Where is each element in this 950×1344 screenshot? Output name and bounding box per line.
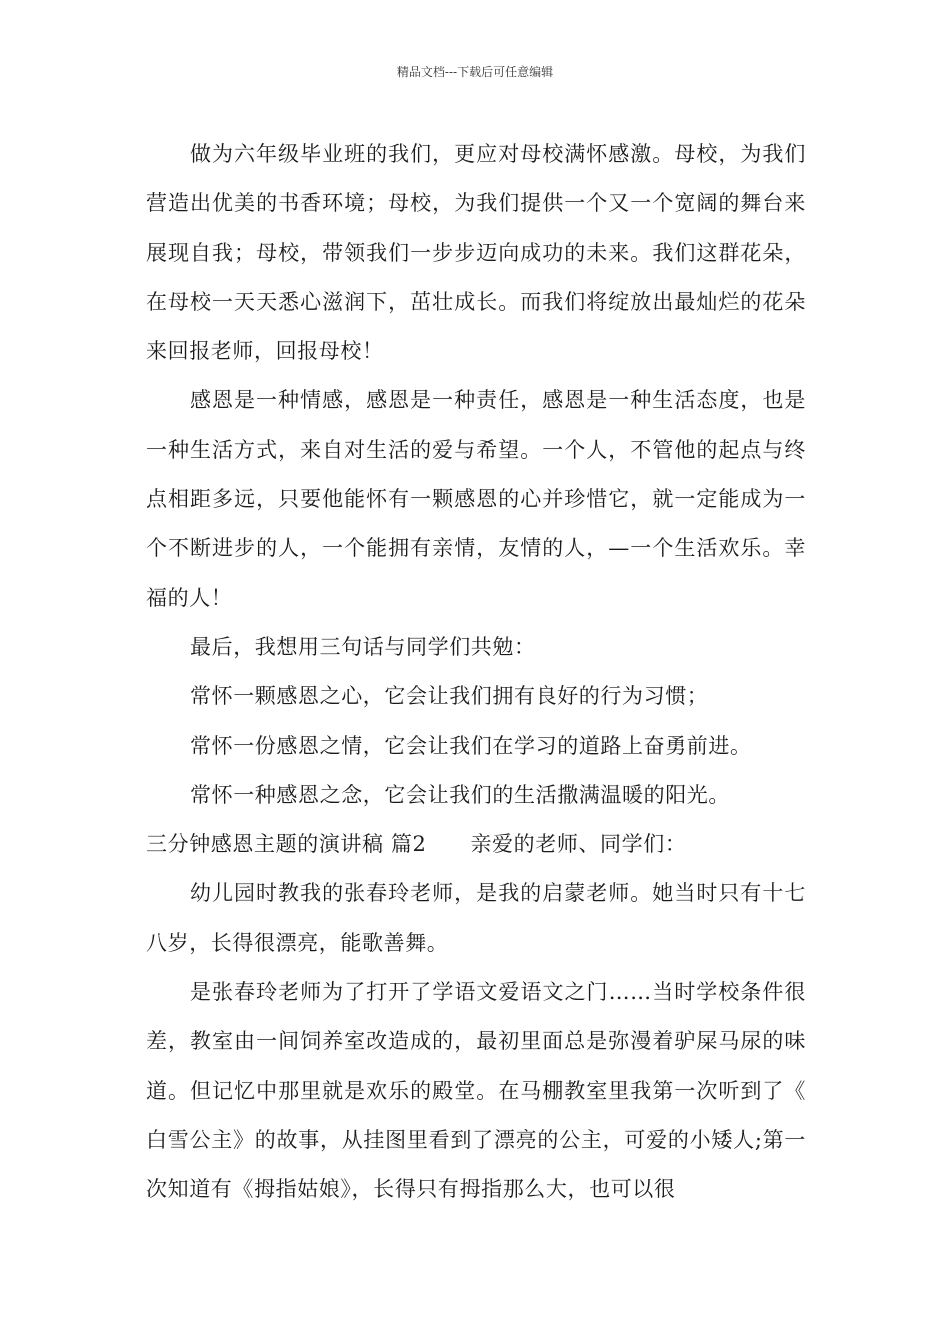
paragraph-closing-intro: 最后，我想用三句话与同学们共勉： [190, 634, 536, 659]
section-salutation: 亲爱的老师、同学们： [470, 832, 687, 857]
paragraph-teacher-intro: 幼儿园时教我的张春玲老师，是我的启蒙老师。她当时只有十七八岁，长得很漂亮，能歌善舞。 [146, 881, 806, 955]
document-body [146, 130, 806, 1215]
paragraph-gratitude-school: 做为六年级毕业班的我们，更应对母校满怀感激。母校，为我们营造出优美的书香环境；母校，为我们提供一个又一个宽阔的舞台来展现自我；母校，带领我们一步步迈向成功的未来。我们这群花朵，在母校一天天悉心滋润下，茁壮成长。而我们将绽放出最灿烂的花朵来回报老师，回报母校！ [146, 142, 806, 364]
paragraph-motto-1: 常怀一颗感恩之心，它会让我们拥有良好的行为习惯； [190, 684, 709, 709]
section-heading [146, 820, 806, 869]
section-title: 三分钟感恩主题的演讲稿 篇2 [146, 832, 427, 857]
paragraph-motto-3: 常怀一种感恩之念，它会让我们的生活撒满温暖的阳光。 [190, 782, 730, 807]
page-header: 精品文档---下载后可任意编辑 [396, 65, 554, 79]
paragraph-motto-2: 常怀一份感恩之情，它会让我们在学习的道路上奋勇前进。 [190, 733, 752, 758]
paragraph-gratitude-meaning: 感恩是一种情感，感恩是一种责任，感恩是一种生活态度，也是一种生活方式，来自对生活的爱与希望。一个人，不管他的起点与终点相距多远，只要他能怀有一颗感恩的心并珍惜它，就一定能成为一个不断进步的人，一个能拥有亲情，友情的人，—一个生活欢乐。幸福的人！ [146, 388, 806, 610]
paragraph-teacher-story: 是张春玲老师为了打开了学语文爱语文之门……当时学校条件很差，教室由一间饲养室改造成的，最初里面总是弥漫着驴屎马尿的味道。但记忆中那里就是欢乐的殿堂。在马棚教室里我第一次听到了《 白雪公主》的故事，从挂图里看到了漂亮的公主，可爱的小矮人;第一次知道有《拇指姑娘》，长得只有拇指那么大，也可以很 [146, 980, 806, 1202]
